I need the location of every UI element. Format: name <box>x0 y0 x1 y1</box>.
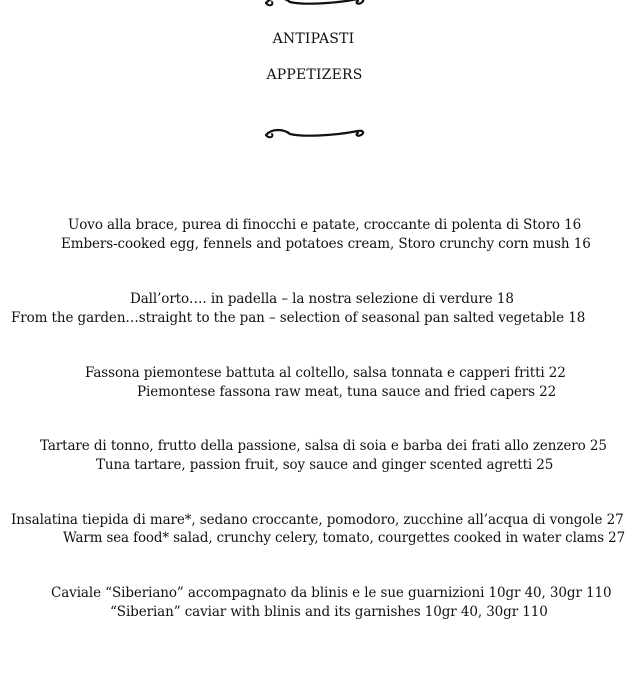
menu-item-english: Piemontese fassona raw meat, tuna sauce and fried capers 22 <box>137 384 557 400</box>
menu-item-italian: Dall’orto…. in padella – la nostra selezione di verdure 18 <box>130 291 514 307</box>
menu-item-italian: Uovo alla brace, purea di finocchi e patate, croccante di polenta di Storo 16 <box>68 217 582 233</box>
flourish-divider-icon <box>262 0 368 10</box>
section-title-english: APPETIZERS <box>266 67 363 83</box>
menu-item-english: “Siberian” caviar with blinis and its garnishes 10gr 40, 30gr 110 <box>110 604 548 620</box>
menu-item-italian: Caviale “Siberiano” accompagnato da blinis e le sue guarnizioni 10gr 40, 30gr 110 <box>51 585 612 601</box>
menu-item-english: Tuna tartare, passion fruit, soy sauce and ginger scented agretti 25 <box>96 457 554 473</box>
section-title-italian: ANTIPASTI <box>272 31 355 47</box>
menu-item-english: Warm sea food* salad, crunchy celery, tomato, courgettes cooked in water clams 27 <box>63 530 626 546</box>
menu-item-italian: Tartare di tonno, frutto della passione, salsa di soia e barba dei frati allo zenzero 25 <box>40 438 607 454</box>
menu-item-english: Embers-cooked egg, fennels and potatoes cream, Storo crunchy corn mush 16 <box>61 236 591 252</box>
menu-item-english: From the garden…straight to the pan – selection of seasonal pan salted vegetable 18 <box>11 310 586 326</box>
flourish-divider-icon <box>262 124 368 142</box>
menu-item-italian: Insalatina tiepida di mare*, sedano croccante, pomodoro, zucchine all’acqua di vongole 27 <box>11 512 624 528</box>
menu-item-italian: Fassona piemontese battuta al coltello, salsa tonnata e capperi fritti 22 <box>85 365 566 381</box>
